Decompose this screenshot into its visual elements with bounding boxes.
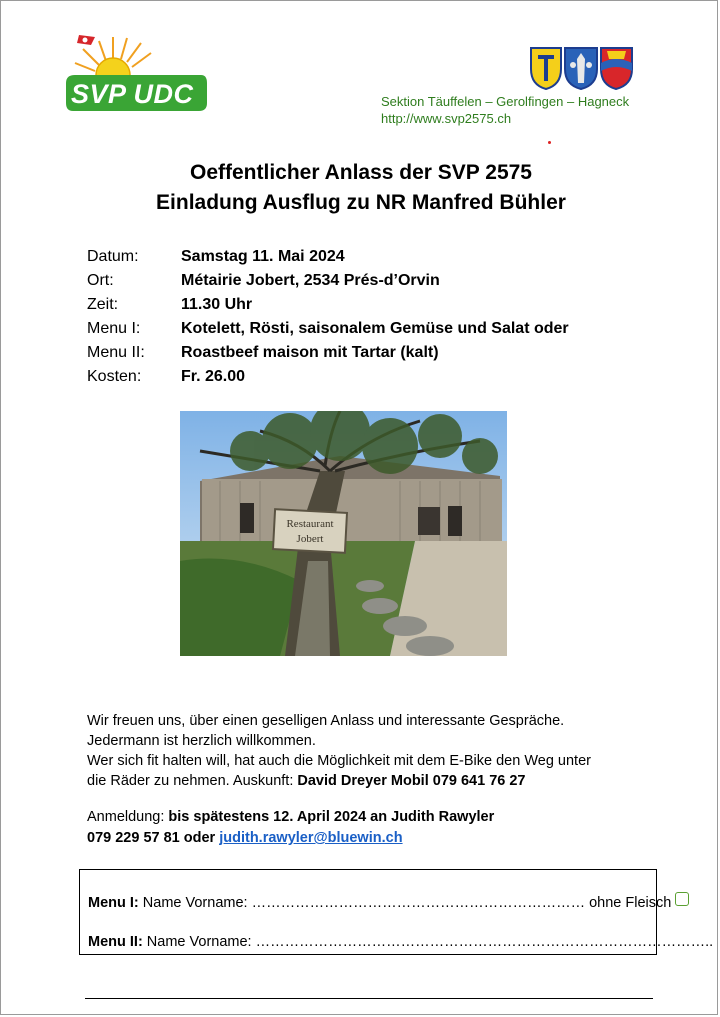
form-menu2-name-field[interactable]: Name Vorname: ………………………………………………………………………………….. bbox=[142, 934, 714, 950]
sign-text-line2: Jobert bbox=[296, 533, 324, 545]
registration-line bbox=[87, 807, 667, 828]
form-menu2-label: Menu II: bbox=[88, 934, 143, 950]
detail-label: Kosten: bbox=[87, 368, 142, 385]
registration-phone: 079 229 57 81 oder bbox=[87, 830, 220, 846]
paragraph-line: Wir freuen uns, über einen geselligen Anlass und interessante Gespräche. bbox=[87, 713, 565, 729]
form-menu1-name-field[interactable]: Name Vorname: …………………………………………………………… ohne Fleisch bbox=[138, 895, 672, 911]
detail-label: Menu I: bbox=[87, 320, 141, 337]
paragraph-text: die Räder zu nehmen. Auskunft: bbox=[87, 773, 298, 789]
registration-info bbox=[87, 807, 667, 849]
detail-value: 11.30 Uhr bbox=[181, 296, 253, 313]
restaurant-photo bbox=[180, 411, 507, 656]
hagneck-arms-icon bbox=[601, 48, 632, 89]
detail-label: Datum: bbox=[87, 248, 139, 265]
detail-label: Ort: bbox=[87, 272, 114, 289]
gerolfingen-arms-icon bbox=[565, 48, 597, 89]
coats-of-arms bbox=[529, 45, 634, 90]
website-url[interactable]: http://www.svp2575.ch bbox=[381, 111, 512, 126]
footer-rule bbox=[85, 998, 653, 999]
detail-label: Zeit: bbox=[87, 296, 119, 313]
detail-value: Samstag 11. Mai 2024 bbox=[181, 248, 345, 265]
registration-deadline: bis spätestens 12. April 2024 an Judith Rawyler bbox=[168, 809, 495, 825]
ohne-fleisch-checkbox[interactable] bbox=[675, 892, 689, 906]
paragraph-line bbox=[87, 771, 667, 791]
registration-label: Anmeldung: bbox=[87, 809, 169, 825]
email-link[interactable]: judith.rawyler@bluewin.ch bbox=[219, 830, 403, 846]
red-dot bbox=[548, 141, 551, 144]
registration-contact bbox=[87, 828, 667, 849]
detail-value: Métairie Jobert, 2534 Prés-d’Orvin bbox=[181, 272, 440, 289]
form-menu1-row bbox=[88, 892, 689, 911]
logo-text: SVP UDC bbox=[71, 79, 194, 109]
detail-value: Fr. 26.00 bbox=[181, 368, 246, 385]
taeuffelen-arms-icon bbox=[531, 48, 561, 89]
contact-info: David Dreyer Mobil 079 641 76 27 bbox=[297, 773, 526, 789]
svp-udc-logo bbox=[61, 31, 211, 116]
registration-form bbox=[79, 869, 714, 955]
event-title: Oeffentlicher Anlass der SVP 2575 bbox=[190, 161, 532, 184]
detail-value: Kotelett, Rösti, saisonalem Gemüse und Salat oder bbox=[181, 320, 569, 337]
invitation-paragraph bbox=[87, 711, 667, 791]
form-menu2-row bbox=[88, 934, 713, 950]
paragraph-line: Wer sich fit halten will, hat auch die Möglichkeit mit dem E-Bike den Weg unter bbox=[87, 753, 591, 769]
sign-text-line1: Restaurant bbox=[286, 518, 334, 530]
event-subtitle: Einladung Ausflug zu NR Manfred Bühler bbox=[156, 191, 566, 214]
form-menu1-label: Menu I: bbox=[88, 895, 139, 911]
paragraph-line: Jedermann ist herzlich willkommen. bbox=[87, 733, 316, 749]
section-name: Sektion Täuffelen – Gerolfingen – Hagneck bbox=[381, 94, 630, 109]
detail-value: Roastbeef maison mit Tartar (kalt) bbox=[181, 344, 439, 361]
detail-label: Menu II: bbox=[87, 344, 145, 361]
